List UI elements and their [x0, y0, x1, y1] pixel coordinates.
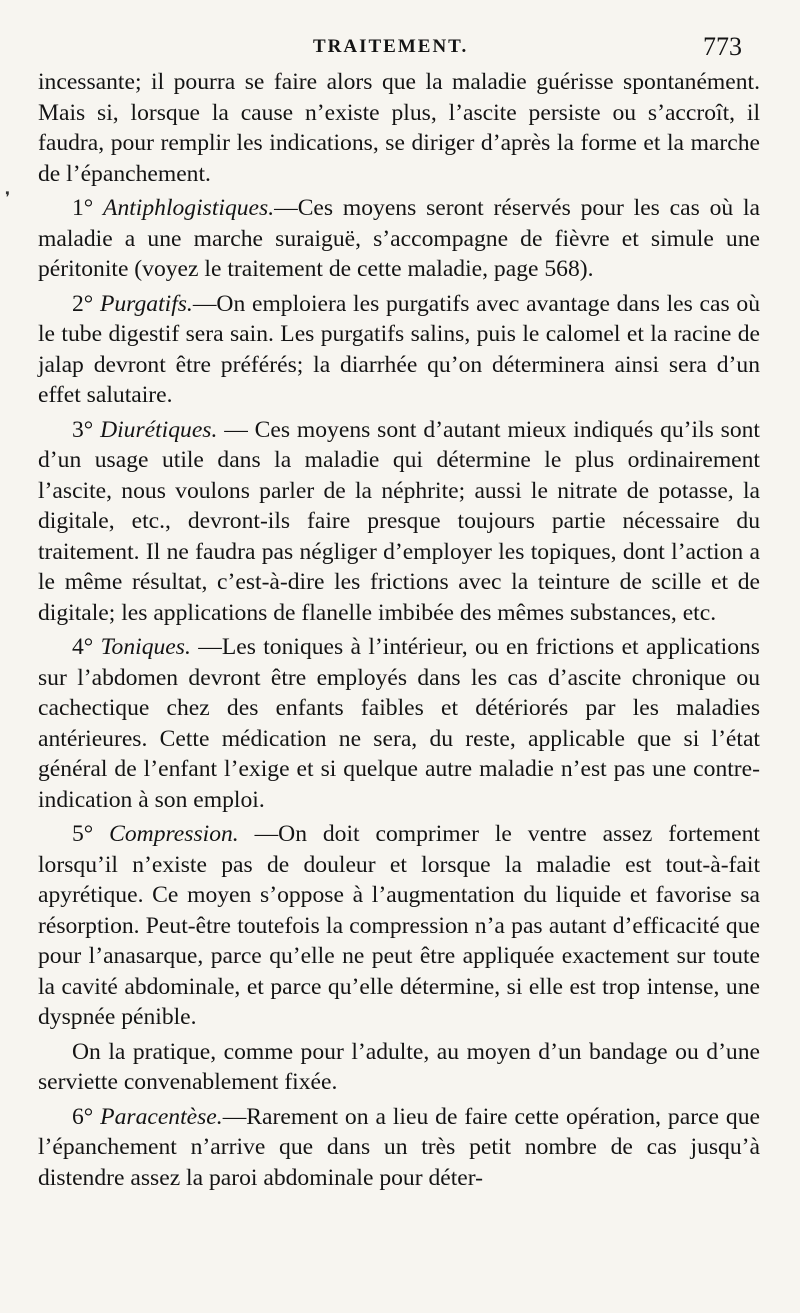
paragraph-text: incessante; il pourra se faire alors que la maladie guérisse spontanément. Mais si, lorsque la cause n’existe plus, l’ascite persiste ou s’accroît, il faudra, pour remplir les indications, se diriger d’après la forme et la marche de l’épanchement. [38, 69, 760, 187]
paragraph-heading: Toniques. [100, 634, 191, 660]
page-header [0, 32, 800, 66]
paragraph-heading: Paracentèse. [100, 1103, 223, 1130]
paragraph-text: —On doit comprimer le ventre assez fortement lorsqu’il n’existe pas de douleur et lorsque la maladie est tout-à-fait apyrétique. Ce moyen s’oppose à l’augmentation du liquide et favorise sa résorption. Peut-être toutefois la compression n’a pas autant d’efficacité que pour l’anasarque, parce qu’elle ne peut être appliquée exactement sur toute la cavité abdominale, et parce qu’elle détermine, si elle est trop intense, une dyspnée pénible. [38, 821, 760, 1030]
paragraph-diuretiques [38, 415, 760, 629]
paragraph-text: —On emploiera les purgatifs avec avantage dans les cas où le tube digestif sera sain. Les purgatifs salins, puis le calomel et la racine de jalap devront être préférés; la diarrhée qu’on déterminera ainsi sera d’un effet salutaire. [38, 290, 760, 408]
margin-mark: ❜ [5, 190, 11, 207]
paragraph-antiphlogistiques [38, 193, 760, 285]
paragraph-number: 1° [72, 195, 94, 221]
paragraph-text: —Ces moyens seront réservés pour les cas où la maladie a une marche suraiguë, s’accompagne de fièvre et simule une péritonite (voyez le traitement de cette maladie, page 568). [38, 195, 760, 282]
body-text [38, 67, 760, 1197]
paragraph-number: 2° [72, 290, 94, 317]
paragraph-number: 6° [72, 1103, 94, 1130]
paragraph-heading: Diurétiques. [100, 416, 218, 443]
paragraph-number: 5° [72, 821, 94, 847]
paragraph-toniques [38, 632, 760, 815]
paragraph-heading: Compression. [109, 821, 239, 847]
paragraph-text: — Ces moyens sont d’autant mieux indiqués qu’ils sont d’un usage utile dans la maladie qui détermine le plus ordinairement l’ascite, nous voulons parler de la néphrite; aussi le nitrate de potasse, la digitale, etc., devront-ils faire presque toujours partie nécessaire du traitement. Il ne faudra pas négliger d’employer les topiques, dont l’action a le même résultat, c’est-à-dire les frictions avec la teinture de scille et de digitale; les applications de flanelle imbibée des mêmes substances, etc. [38, 416, 760, 626]
paragraph-pratique [38, 1037, 760, 1098]
running-title: TRAITEMENT. [313, 36, 469, 57]
paragraph-text: —Les toniques à l’intérieur, ou en frictions et applications sur l’abdomen devront être employés dans les cas d’ascite chronique ou cachectique chez des enfants faibles et détériorés par les maladies antérieures. Cette médication ne sera, du reste, applicable que si l’état général de l’enfant l’exige et si quelque autre maladie n’est pas une contre-indication à son emploi. [38, 634, 760, 813]
paragraph-continuation [38, 67, 760, 189]
page-number: 773 [703, 32, 742, 61]
paragraph-number: 4° [72, 634, 94, 660]
paragraph-heading: Antiphlogistiques. [103, 195, 275, 221]
paragraph-compression [38, 819, 760, 1033]
paragraph-paracentese [38, 1102, 760, 1194]
paragraph-text: On la pratique, comme pour l’adulte, au moyen d’un bandage ou d’une serviette convenablement fixée. [38, 1038, 760, 1095]
paragraph-purgatifs [38, 289, 760, 411]
paragraph-heading: Purgatifs. [99, 290, 193, 317]
paragraph-text: —Rarement on a lieu de faire cette opération, parce que l’épanchement n’arrive que dans un très petit nombre de cas jusqu’à distendre assez la paroi abdominale pour déter- [38, 1103, 760, 1191]
paragraph-number: 3° [72, 416, 94, 443]
